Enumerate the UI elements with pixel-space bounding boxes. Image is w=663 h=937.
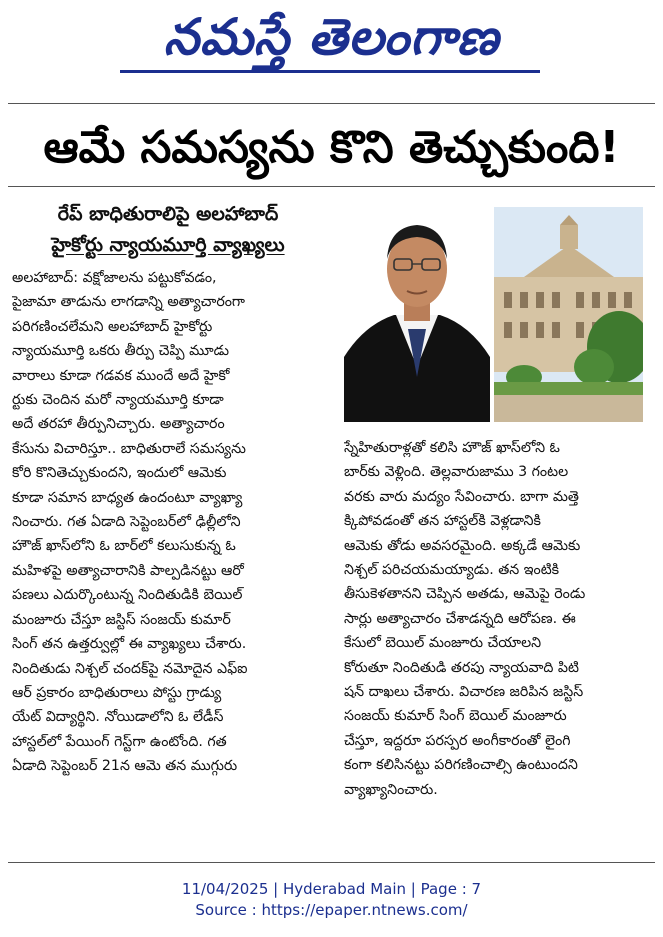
article-line: హాస్టల్‌లో పేయింగ్ గెస్ట్‌గా ఉంటోంది. గత: [12, 733, 227, 750]
top-rule: [8, 103, 655, 104]
article-line: స్నేహితురాళ్లతో కలిసి హౌజ్ ఖాస్‌లోని ఓ: [344, 440, 560, 456]
article-line: నిందితుడు నిశ్చల్ చందక్‌పై నమోదైన ఎఫ్ఐ: [12, 660, 248, 677]
article-body-left: [12, 266, 337, 779]
judge-portrait-icon: [344, 207, 490, 422]
article-line: సార్లు అత్యాచారం చేశాడన్నది ఆరోపణ. ఈ: [344, 610, 576, 627]
article-line: ఆర్ ప్రకారం బాధితురాలు పోస్టు గ్రాడ్యు: [12, 684, 222, 701]
article-line: కేసును విచారిస్తూ.. బాధితురాలే సమస్యను: [12, 440, 246, 457]
article-line: చేస్తూ, ఇద్దరూ పరస్పర అంగీకారంతో లైంగి: [344, 732, 571, 749]
masthead: నమస్తే తెలంగాణ: [163, 8, 500, 66]
article-line: కంగా కలిసినట్టు పరిగణించాల్సి ఉంటుందని: [344, 757, 578, 774]
article-line: నించారు. గత ఏడాది సెప్టెంబర్‌లో ఢిల్లీలోని: [12, 514, 241, 531]
article-line: పైజామా తాడును లాగడాన్ని అత్యాచారంగా: [12, 294, 245, 311]
article-line: అదే తరహా తీర్పునిచ్చారు. అత్యాచారం: [12, 416, 225, 433]
subheadline-1: రేప్ బాధితురాలిపై అలహాబాద్: [57, 203, 279, 225]
article-line: పణలు ఎదుర్కొంటున్న నిందితుడికి బెయిల్: [12, 587, 243, 604]
article-line: వరకు వారు మద్యం సేవించారు. బాగా మత్తె: [344, 488, 579, 505]
article-line: కోరుతూ నిందితుడి తరపు న్యాయవాది పిటి: [344, 659, 579, 676]
article-line: మహిళపై అత్యాచారానికి పాల్పడినట్టు ఆరో: [12, 562, 244, 579]
headline-rule: [8, 186, 655, 187]
article-line: తీసుకెళతానని చెప్పిన అతడు, ఆమెపై రెండు: [344, 586, 586, 603]
masthead-underline: [120, 70, 540, 73]
subheadline-2: హైకోర్టు న్యాయమూర్తి వ్యాఖ్యలు: [51, 234, 285, 256]
article-line: బార్‌కు వెళ్లింది. తెల్లవారుజాము 3 గంటల: [344, 464, 569, 481]
article-line: మంజూరు చేస్తూ జస్టిస్ సంజయ్ కుమార్: [12, 611, 231, 628]
judge-photo: [344, 207, 490, 422]
article-line: కోరి కొనితెచ్చుకుందని, ఇందులో ఆమెకు: [12, 465, 227, 482]
article-line: వ్యాఖ్యానించారు.: [344, 781, 438, 798]
footer-rule: [8, 862, 655, 863]
article-line: ఏడాది సెప్టెంబర్ 21న ఆమె తన ముగ్గురు: [12, 758, 238, 775]
article-line: క్కిపోవడంతో తన హాస్టల్‌కి వెళ్లడానికి: [344, 513, 541, 530]
article-line: యేట్ విద్యార్థిని. నోయిడాలోని ఓ లేడీస్: [12, 709, 224, 726]
article-line: కేసులో బెయిల్ మంజూరు చేయాలని: [344, 635, 542, 652]
article-line: న్యాయమూర్తి ఒకరు తీర్పు చెప్పి మూడు: [12, 343, 229, 360]
article-line: కూడా సమాన బాధ్యత ఉందంటూ వ్యాఖ్యా: [12, 489, 243, 506]
article-line: హౌజ్ ఖాస్‌లోని ఓ బార్‌లో కలుసుకున్న ఓ: [12, 538, 236, 555]
article-line: వారాలు కూడా గడవక ముందే అదే హైకో: [12, 367, 230, 384]
article-line: ఆమెకు తోడు అవసరమైంది. అక్కడే ఆమెకు: [344, 537, 581, 554]
court-building-icon: [494, 207, 643, 422]
article-line: సింగ్ తన ఉత్తర్వుల్లో ఈ వ్యాఖ్యలు చేశారు.: [12, 636, 247, 653]
article-line: ర్టుకు చెందిన మరో న్యాయమూర్తి కూడా: [12, 392, 224, 409]
footer-source: Source : https://epaper.ntnews.com/: [195, 901, 468, 919]
article-line: అలహాబాద్: వక్షోజాలను పట్టుకోవడం,: [12, 270, 217, 286]
headline: ఆమే సమస్యను కొని తెచ్చుకుంది!: [43, 122, 620, 173]
article-line: పరిగణించలేమని అలహాబాద్ హైకోర్టు: [12, 318, 213, 335]
court-photo: [494, 207, 643, 422]
article-line: షన్ దాఖలు చేశారు. విచారణ జరిపిన జస్టిస్: [344, 684, 584, 701]
article-line: నిశ్చల్ పరిచయమయ్యాడు. తన ఇంటికి: [344, 562, 560, 579]
footer-edition: 11/04/2025 | Hyderabad Main | Page : 7: [181, 880, 482, 898]
article-line: సంజయ్ కుమార్ సింగ్ బెయిల్ మంజూరు: [344, 708, 567, 725]
article-body-right: [344, 436, 656, 802]
